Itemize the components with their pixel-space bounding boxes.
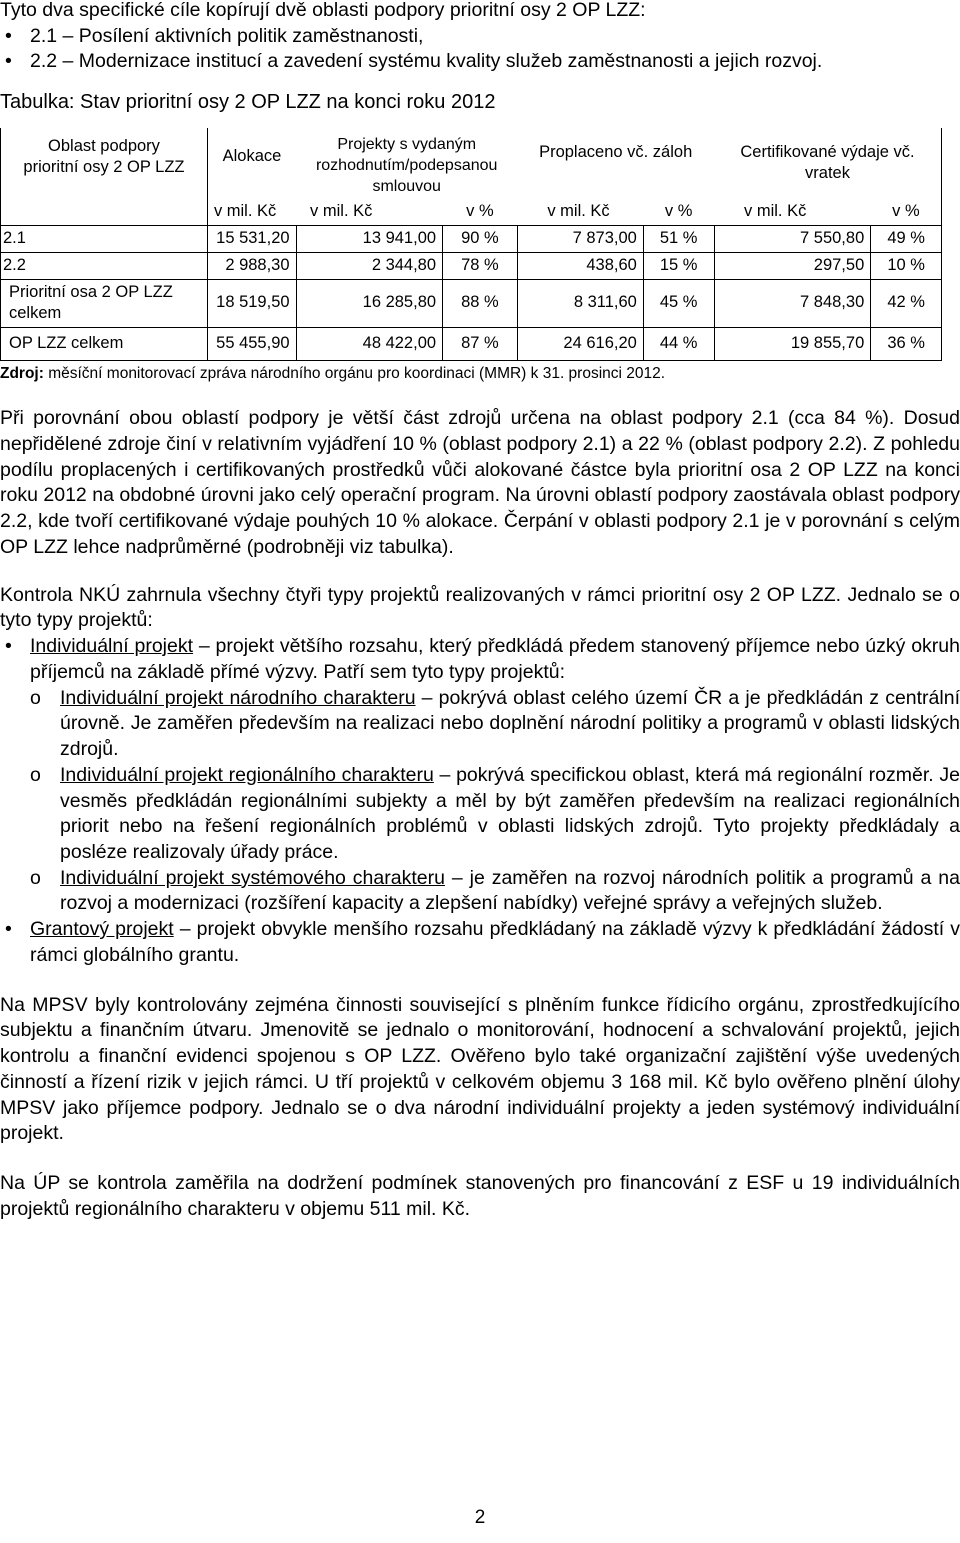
cell-cert-pct: 49 % (871, 225, 942, 252)
header-proplaceno: Proplaceno vč. záloh (539, 142, 693, 161)
bullet-icon: • (5, 24, 12, 47)
cell-proplaceno-pct: 45 % (643, 279, 714, 327)
status-table (0, 128, 942, 361)
cell-projekty: 13 941,00 (296, 225, 443, 252)
table-row (1, 327, 942, 360)
cell-projekty: 48 422,00 (296, 327, 443, 360)
table-header-row (1, 128, 942, 199)
intro-list (0, 24, 960, 75)
header-certifikovane: Certifikované výdaje vč. vratek (714, 128, 941, 199)
table-row (1, 279, 942, 327)
cell-projekty-pct: 87 % (443, 327, 518, 360)
unit-cell: v mil. Kč (714, 199, 871, 226)
list-item: o Individuální projekt systémového charakteru – je zaměřen na rozvoj národních politik a programů a na rozvoj a modernizaci (rozšíření kapacity a zlepšení nabídky) veřejné správy a veřejných služeb. (30, 866, 960, 915)
list-item: • 2.2 – Modernizace institucí a zavedení systému kvality služeb zaměstnanosti a jejich rozvoj. (0, 49, 960, 75)
cell-cert-pct: 42 % (871, 279, 942, 327)
list-item: o Individuální projekt národního charakteru – pokrývá oblast celého území ČR a je předkládán z centrální úrovně. Je zaměřen především na realizaci nebo doplnění národní politiky a programů v oblasti lidských zdrojů. (30, 686, 960, 761)
cell-proplaceno-pct: 51 % (643, 225, 714, 252)
cell-alokace: 15 531,20 (207, 225, 296, 252)
table-source: Zdroj: měsíční monitorovací zpráva národního orgánu pro koordinaci (MMR) k 31. prosinci 2012. (0, 364, 666, 382)
row-area: OP LZZ celkem (1, 327, 208, 360)
unit-cell: v % (871, 199, 942, 226)
table-row (1, 225, 942, 252)
bullet-icon: • (5, 918, 12, 941)
paragraph-2: Kontrola NKÚ zahrnula všechny čtyři typy projektů realizovaných v rámci prioritní osy 2 OP LZZ. Jednalo se o tyto typy projektů: (0, 583, 960, 632)
cell-projekty-pct: 88 % (443, 279, 518, 327)
cell-cert: 19 855,70 (714, 327, 871, 360)
unit-cell: v mil. Kč (296, 199, 443, 226)
cell-alokace: 18 519,50 (207, 279, 296, 327)
cell-proplaceno: 438,60 (517, 252, 643, 279)
unit-cell: v mil. Kč (207, 199, 296, 226)
page-number: 2 (474, 1507, 486, 1528)
header-projekty: Projekty s vydaným rozhodnutím/podepsanou smlouvou (315, 135, 498, 195)
list-item: o Individuální projekt regionálního charakteru – pokrývá specifickou oblast, která má regionální rozměr. Je vesměs předkládán regionálními subjekty a měl by být zaměřen především na realizaci regionálních priorit nebo na řešení regionálních problémů v oblasti lidských zdrojů. Tyto projekty předkládaly a posléze realizovaly úřady práce. (30, 763, 960, 863)
cell-alokace: 2 988,30 (207, 252, 296, 279)
project-types-list (0, 634, 960, 969)
header-alokace: Alokace (207, 128, 296, 199)
table-title: Tabulka: Stav prioritní osy 2 OP LZZ na konci roku 2012 (0, 91, 496, 114)
intro-text: Tyto dva specifické cíle kopírují dvě oblasti podpory prioritní osy 2 OP LZZ: (0, 0, 646, 21)
row-area: 2.2 (1, 252, 208, 279)
bullet-icon: • (5, 635, 12, 658)
paragraph-3: Na MPSV byly kontrolovány zejména činnosti související s plněním funkce řídicího orgánu, zprostředkujícího subjektu a finančním útvaru. Jmenovitě se jednalo o monitorování, hodnocení a schvalování projektů, jejich kontrolu a finanční evidenci spojenou s OP LZZ. Ověřeno bylo také organizační zajištění výše uvedených činností a řízení rizik v jejich rámci. U tří projektů v celkovém objemu 3 168 mil. Kč bylo ověřeno plnění úlohy MPSV jako příjemce podpory. Jednalo se o dva národní individuální projekty a jeden systémový individuální projekt. (0, 993, 960, 1145)
cell-cert: 297,50 (714, 252, 871, 279)
unit-cell: v % (443, 199, 518, 226)
cell-proplaceno-pct: 15 % (643, 252, 714, 279)
list-item: • Individuální projekt – projekt většího rozsahu, který předkládá předem stanovený příjemce nebo úzký okruh příjemců na základě přímé výzvy. Patří sem tyto typy projektů: (0, 634, 960, 685)
sub-bullet-icon: o (30, 763, 41, 786)
cell-cert-pct: 10 % (871, 252, 942, 279)
cell-proplaceno: 8 311,60 (517, 279, 643, 327)
list-item: • Grantový projekt – projekt obvykle menšího rozsahu předkládaný na základě výzvy k předkládání žádostí v rámci globálního grantu. (0, 917, 960, 968)
paragraph-1: Při porovnání obou oblastí podpory je větší část zdrojů určena na oblast podpory 2.1 (cca 84 %). Dosud nepřidělené zdroje činí v relativním vyjádření 10 % (oblast podpory 2.1) a 22 % (oblast podpory 2.2). Z pohledu podílu proplacených i certifikovaných prostředků vůči alokované částce byla prioritní osa 2 OP LZZ na konci roku 2012 na obdobné úrovni jako celý operační program. Na úrovni oblastí podpory zaostávala oblast podpory 2.2, kde tvoří certifikované výdaje pouhých 10 % alokace. Čerpání v oblasti podpory 2.1 je v porovnání s celým OP LZZ lehce nadprůměrné (podrobněji viz tabulka). (0, 407, 960, 558)
cell-projekty: 16 285,80 (296, 279, 443, 327)
unit-cell: v mil. Kč (517, 199, 643, 226)
cell-proplaceno-pct: 44 % (643, 327, 714, 360)
cell-cert: 7 848,30 (714, 279, 871, 327)
unit-cell: v % (643, 199, 714, 226)
sub-bullet-icon: o (30, 866, 41, 889)
cell-alokace: 55 455,90 (207, 327, 296, 360)
row-area: 2.1 (1, 225, 208, 252)
cell-projekty-pct: 78 % (443, 252, 518, 279)
row-area: Prioritní osa 2 OP LZZ celkem (1, 279, 208, 327)
header-area: Oblast podpory prioritní osy 2 OP LZZ (1, 128, 208, 226)
cell-projekty-pct: 90 % (443, 225, 518, 252)
table-row (1, 252, 942, 279)
cell-proplaceno: 24 616,20 (517, 327, 643, 360)
cell-projekty: 2 344,80 (296, 252, 443, 279)
cell-cert-pct: 36 % (871, 327, 942, 360)
cell-cert: 7 550,80 (714, 225, 871, 252)
sub-bullet-icon: o (30, 686, 41, 709)
paragraph-4: Na ÚP se kontrola zaměřila na dodržení podmínek stanovených pro financování z ESF u 19 individuálních projektů regionálního charakteru v objemu 511 mil. Kč. (0, 1172, 960, 1220)
list-item: • 2.1 – Posílení aktivních politik zaměstnanosti, (0, 24, 960, 50)
bullet-icon: • (5, 50, 12, 73)
cell-proplaceno: 7 873,00 (517, 225, 643, 252)
